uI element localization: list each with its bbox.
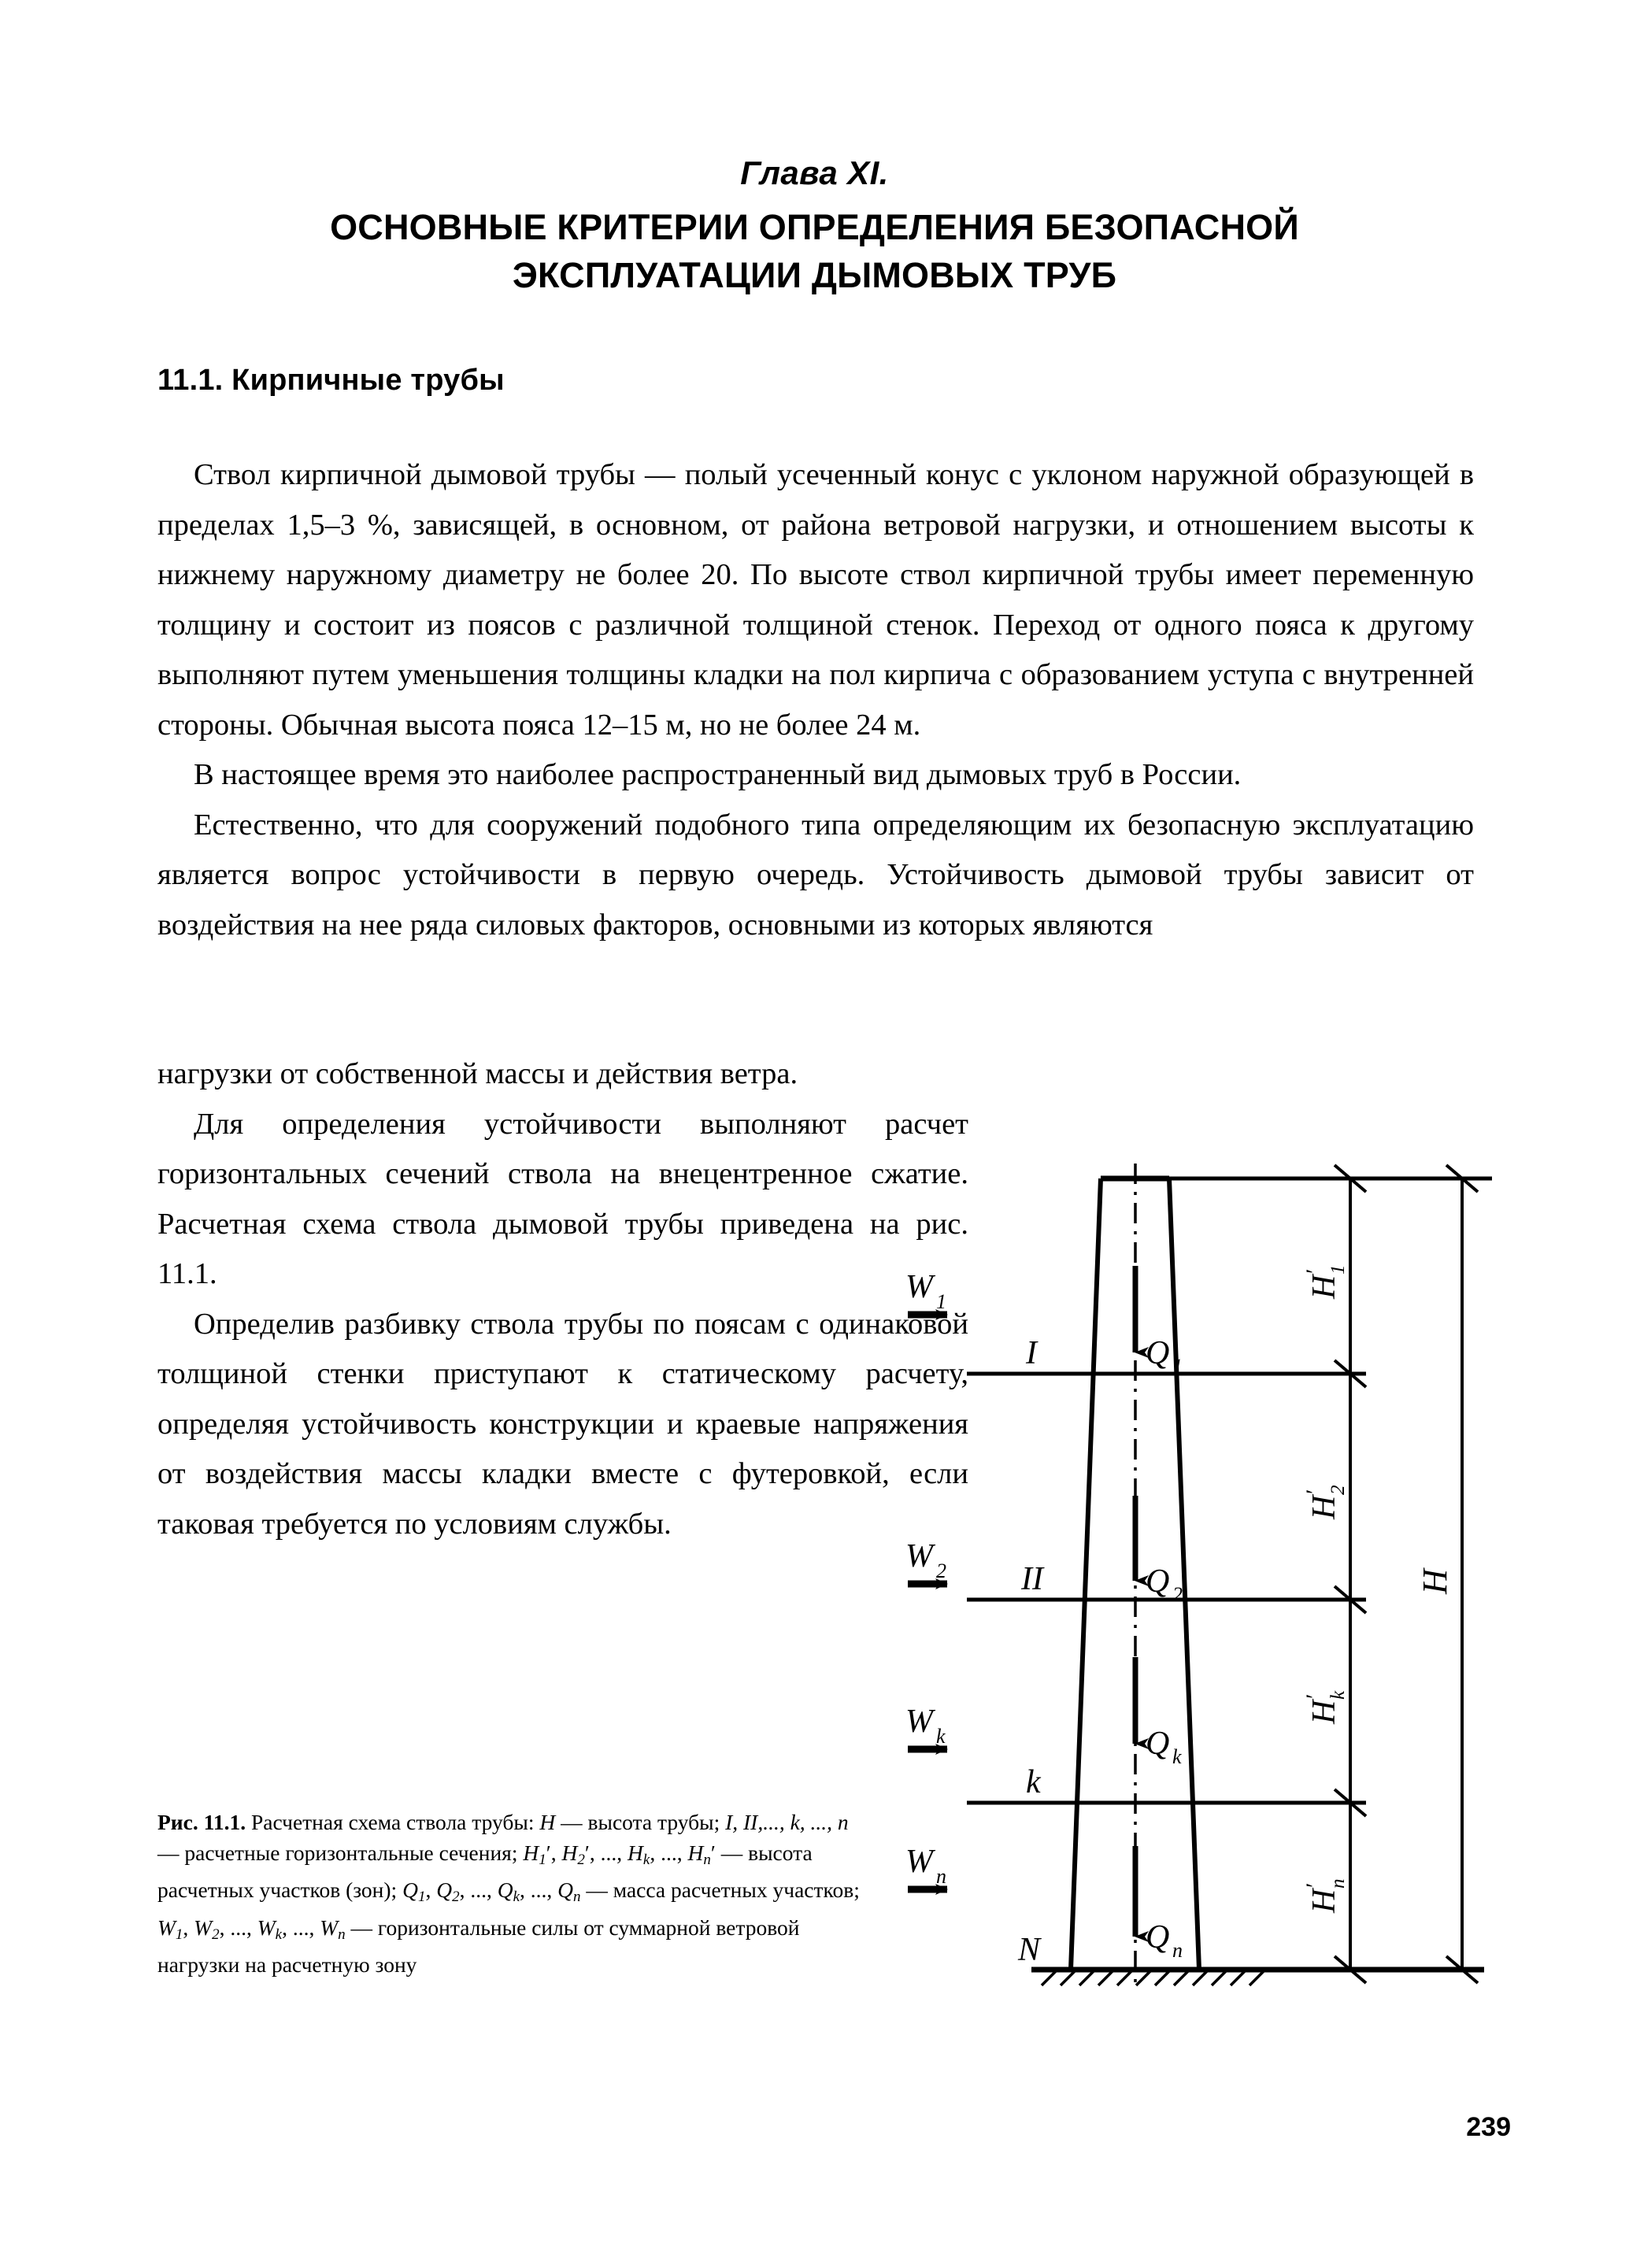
mass-load-label-2: [1146, 1563, 1183, 1606]
chapter-label: Глава XI.: [740, 154, 889, 191]
paragraph-1: Ствол кирпичной дымовой трубы — полый усеченный конус с уклоном наружной образующей в пределах 1,5–3 %, зависящей, в основном, от района ветровой нагрузки, и отношением высоты к нижнему наружному диаметру не более 20. По высоте ствол кирпичной трубы имеет переменную толщину и состоит из поясов с различной толщиной стенок. Переход от одного пояса к другому выполняют путем уменьшения толщины кладки на пол кирпича с образованием уступа с внутренней стороны. Обычная высота пояса 12–15 м, но не более 24 м.: [157, 458, 1474, 742]
svg-text:H: H: [1416, 1569, 1454, 1594]
section-mark-N: N: [1018, 1932, 1041, 1968]
zone-height-label-1: [1301, 1265, 1349, 1300]
svg-text:1: 1: [936, 1290, 946, 1313]
caption-sections-list: I, II,..., k, ..., n: [725, 1810, 849, 1834]
section-mark-I: I: [1026, 1335, 1037, 1371]
chapter-title-line-1: ОСНОВНЫЕ КРИТЕРИИ ОПРЕДЕЛЕНИЯ БЕЗОПАСНОЙ: [330, 207, 1299, 247]
svg-text:2: 2: [1172, 1583, 1183, 1606]
svg-text:n: n: [1172, 1939, 1183, 1962]
svg-text:n: n: [936, 1865, 946, 1888]
svg-text:Q: Q: [1146, 1726, 1170, 1762]
caption-text-1: Расчетная схема ствола трубы:: [250, 1810, 535, 1834]
caption-text-2: — высота трубы;: [561, 1810, 720, 1834]
svg-text:′: ′: [1301, 1268, 1327, 1274]
caption-text-3: — расчетные горизонтальные сечения;: [157, 1840, 518, 1865]
wind-force-arrows: [908, 1315, 947, 1889]
wind-force-label-1: [905, 1269, 946, 1313]
paragraph-4: Для определения устойчивости выполняют расчет горизонтальных сечений ствола на внецентренное сжатие. Расчетная схема ствола дымовой трубы приведена на рис. 11.1.: [157, 1107, 968, 1290]
svg-text:1: 1: [1327, 1264, 1349, 1275]
svg-text:k: k: [1172, 1745, 1182, 1768]
ground-line: [1031, 1970, 1484, 1985]
svg-text:H: H: [1306, 1700, 1342, 1724]
page-number: 239: [1466, 2112, 1511, 2142]
caption-text-4: — высота расчетных участков (зон);: [157, 1840, 813, 1902]
svg-text:2: 2: [936, 1559, 946, 1582]
caption-text-5: — масса расчетных участков;: [586, 1878, 860, 1902]
svg-text:W: W: [905, 1538, 933, 1574]
caption-forces-list: $W_1$, $W_2$, ..., $W_k$, ..., $W_n$: [157, 1915, 346, 1943]
zone-height-label-k: [1301, 1690, 1349, 1725]
wind-force-label-2: [905, 1538, 946, 1582]
svg-text:H: H: [1306, 1889, 1342, 1913]
svg-text:′: ′: [1301, 1882, 1327, 1888]
svg-text:1: 1: [1172, 1355, 1183, 1378]
chapter-title-line-2: ЭКСПЛУАТАЦИИ ДЫМОВЫХ ТРУБ: [512, 255, 1117, 295]
caption-symbol-H: H: [539, 1810, 556, 1834]
mass-load-label-n: [1146, 1919, 1183, 1962]
section-heading: 11.1. Кирпичные трубы: [157, 364, 505, 397]
svg-text:k: k: [1327, 1690, 1349, 1700]
section-mark-II: II: [1021, 1561, 1043, 1597]
svg-text:Q: Q: [1146, 1335, 1170, 1371]
svg-text:H: H: [1306, 1275, 1342, 1299]
svg-text:2: 2: [1327, 1485, 1349, 1495]
caption-masses-list: $Q_1$, $Q_2$, ..., $Q_k$, ..., $Q_n$: [402, 1878, 581, 1905]
paragraph-3: Естественно, что для сооружений подобного типа определяющим их безопасную эксплуатацию является вопрос устойчивости в первую очередь. Устойчивость дымовой трубы зависит от воздействия на нее ряда силовых факторов, основными из которых являются: [157, 808, 1474, 942]
svg-text:′: ′: [1301, 1693, 1327, 1699]
wind-force-label-n: [905, 1844, 946, 1888]
mass-load-label-k: [1146, 1726, 1182, 1768]
caption-heights-list: $H_1'$, $H_2'$, ..., $H_k$, ..., $H_n'$: [523, 1840, 716, 1868]
zone-height-label-n: [1301, 1879, 1349, 1915]
svg-text:Q: Q: [1146, 1919, 1170, 1955]
zone-height-label-2: [1301, 1485, 1349, 1521]
dimension-ticks: [1335, 1165, 1478, 1983]
figure-chimney-calculation-scheme: [862, 1102, 1539, 2047]
caption-figure-number: Рис. 11.1.: [157, 1810, 246, 1834]
paragraph-2: В настоящее время это наиболее распространенный вид дымовых труб в России.: [194, 758, 1242, 791]
svg-text:n: n: [1327, 1878, 1349, 1889]
body-text-narrow: [157, 1049, 968, 1549]
page-title: [110, 203, 1519, 299]
paragraph-5: Определив разбивку ствола трубы по поясам с одинаковой толщиной стенки приступают к статическому расчету, определяя устойчивость конструкции и краевые напряжения от воздействия массы кладки вместе с футеровкой, если таковая требуется по условиям службы.: [157, 1307, 968, 1541]
section-mark-k: k: [1026, 1764, 1041, 1800]
caption-text-6: — горизонтальные силы от суммарной ветровой нагрузки на расчетную зону: [157, 1915, 800, 1977]
figure-caption: [157, 1807, 866, 1981]
overall-height-label: [1416, 1567, 1454, 1595]
svg-text:k: k: [936, 1725, 946, 1748]
svg-text:W: W: [905, 1844, 933, 1880]
svg-text:W: W: [905, 1269, 933, 1305]
body-text-wide: [157, 450, 1474, 950]
paragraph-3-continued: нагрузки от собственной массы и действия ветра.: [157, 1057, 798, 1090]
svg-text:W: W: [905, 1704, 933, 1740]
svg-text:H: H: [1306, 1495, 1342, 1519]
svg-text:′: ′: [1301, 1489, 1327, 1494]
wind-force-label-k: [905, 1704, 946, 1748]
svg-text:Q: Q: [1146, 1563, 1170, 1600]
